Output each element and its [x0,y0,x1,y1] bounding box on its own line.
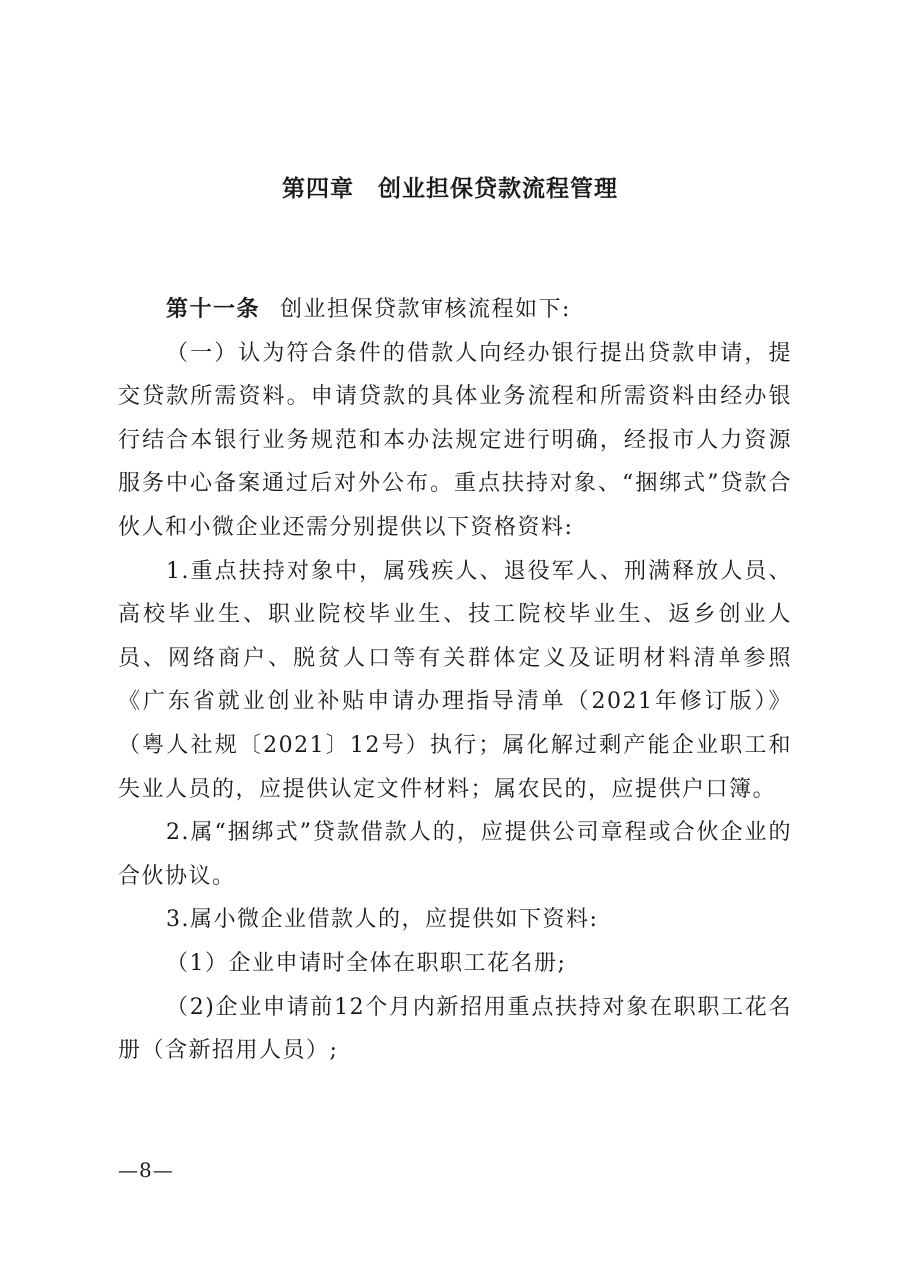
paragraph-subitem-1: （1）企业申请时全体在职职工花名册; [166,950,567,976]
paragraph-clause-1: 1.重点扶持对象中，属残疾人、退役军人、刑满释放人员、高校毕业生、职业院校毕业生、技工院校毕业生、返乡创业人员、网络商户、脱贫人口等有关群体定义及证明材料清单参照《广东省就业创业补贴申请办理指导清单（2021年修订版）》（粤人社规〔2021〕12号）执行；属化解过剩产能企业职工和失业人员的，应提供认定文件材料；属农民的，应提供户口簿。 [118,558,792,802]
paragraph-clause-2: 2.属“捆绑式”贷款借款人的，应提供公司章程或合伙企业的合伙协议。 [118,820,792,889]
page-number: —8— [118,1158,174,1182]
paragraph-item-1: （一）认为符合条件的借款人向经办银行提出贷款申请，提交贷款所需资料。申请贷款的具体业务流程和所需资料由经办银行结合本银行业务规范和本办法规定进行明确，经报市人力资源服务中心备案通过后对外公布。重点扶持对象、“捆绑式”贷款合伙人和小微企业还需分别提供以下资格资料: [118,340,792,540]
paragraph-subitem-2: （2)企业申请前12个月内新招用重点扶持对象在职职工花名册（含新招用人员）; [118,994,792,1064]
article-paragraph [118,288,792,332]
article-heading: 第十一条 [166,297,261,322]
document-body [118,288,792,1073]
paragraph-clause-3: 3.属小微企业借款人的，应提供如下资料: [166,907,599,933]
chapter-title: 第四章 创业担保贷款流程管理 [282,176,618,202]
article-intro: 创业担保贷款审核流程如下: [280,297,571,322]
